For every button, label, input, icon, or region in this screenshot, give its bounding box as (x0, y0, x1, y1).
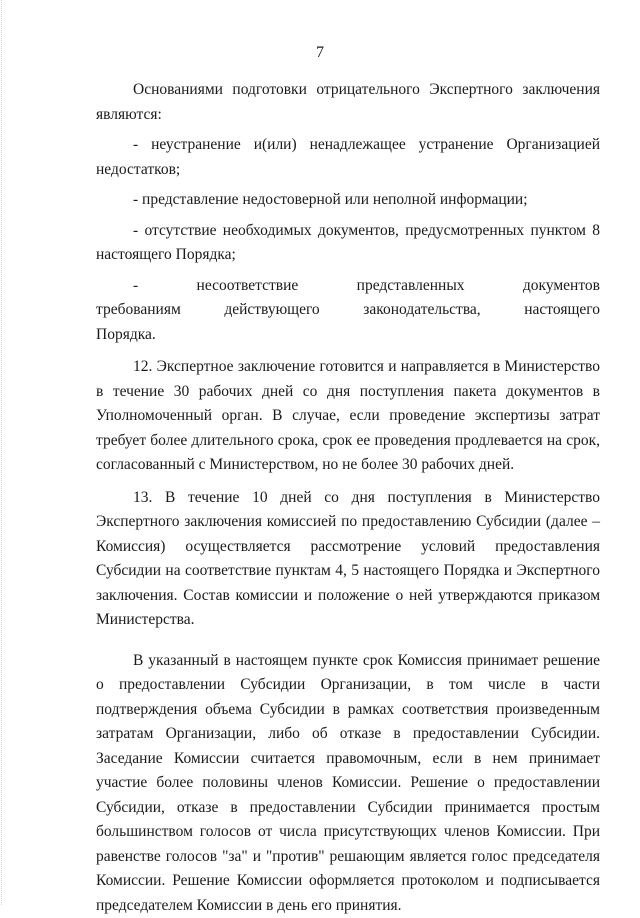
page-number: 7 (0, 44, 640, 62)
scan-edge-line (1, 0, 2, 905)
list-item-missing-documents: - отсутствие необходимых документов, предусмотренных пунктом 8 настоящего Порядка; (96, 219, 600, 268)
document-body (96, 78, 600, 918)
list-item-unreliable-information: - представление недостоверной или неполной информации; (96, 188, 600, 213)
paragraph-commission-decision: В указанный в настоящем пункте срок Комиссия принимает решение о предоставлении Субсидии Организации, в том числе в части подтверждения объема Субсидии в рамках соответствия произведенным затратам Организации, либо об отказе в предоставлении Субсидии. Заседание Комиссии считается правомочным, если в нем принимает участие более половины членов Комиссии. Решение о предоставлении Субсидии, отказе в предоставлении Субсидии принимается простым большинством голосов от числа присутствующих членов Комиссии. При равенстве голосов "за" и "против" решающим является голос председателя Комиссии. Решение Комиссии оформляется протоколом и подписывается председателем Комиссии в день его принятия. (96, 649, 600, 918)
paragraph-clause-12: 12. Экспертное заключение готовится и направляется в Министерство в течение 30 рабочих дней со дня поступления пакета документов в Уполномоченный орган. В случае, если проведение экспертизы затрат требует более длительного срока, срок ее проведения продлевается на срок, согласованный с Министерством, но не более 30 рабочих дней. (96, 355, 600, 478)
paragraph-clause-13: 13. В течение 10 дней со дня поступления в Министерство Экспертного заключения комиссией по предоставлению Субсидии (далее – Комиссия) осуществляется рассмотрение условий предоставления Субсидии на соответствие пунктам 4, 5 настоящего Порядка и Экспертного заключения. Состав комиссии и положение о ней утверждаются приказом Министерства. (96, 486, 600, 633)
list-item-unremedied-defects: - неустранение и(или) ненадлежащее устранение Организацией недостатков; (96, 133, 600, 182)
paragraph-grounds-intro: Основаниями подготовки отрицательного Экспертного заключения являются: (96, 78, 600, 127)
list-item-noncompliance: - несоответствие представленных документов требованиям действующего законодательства, настоящего Порядка. (96, 274, 600, 348)
